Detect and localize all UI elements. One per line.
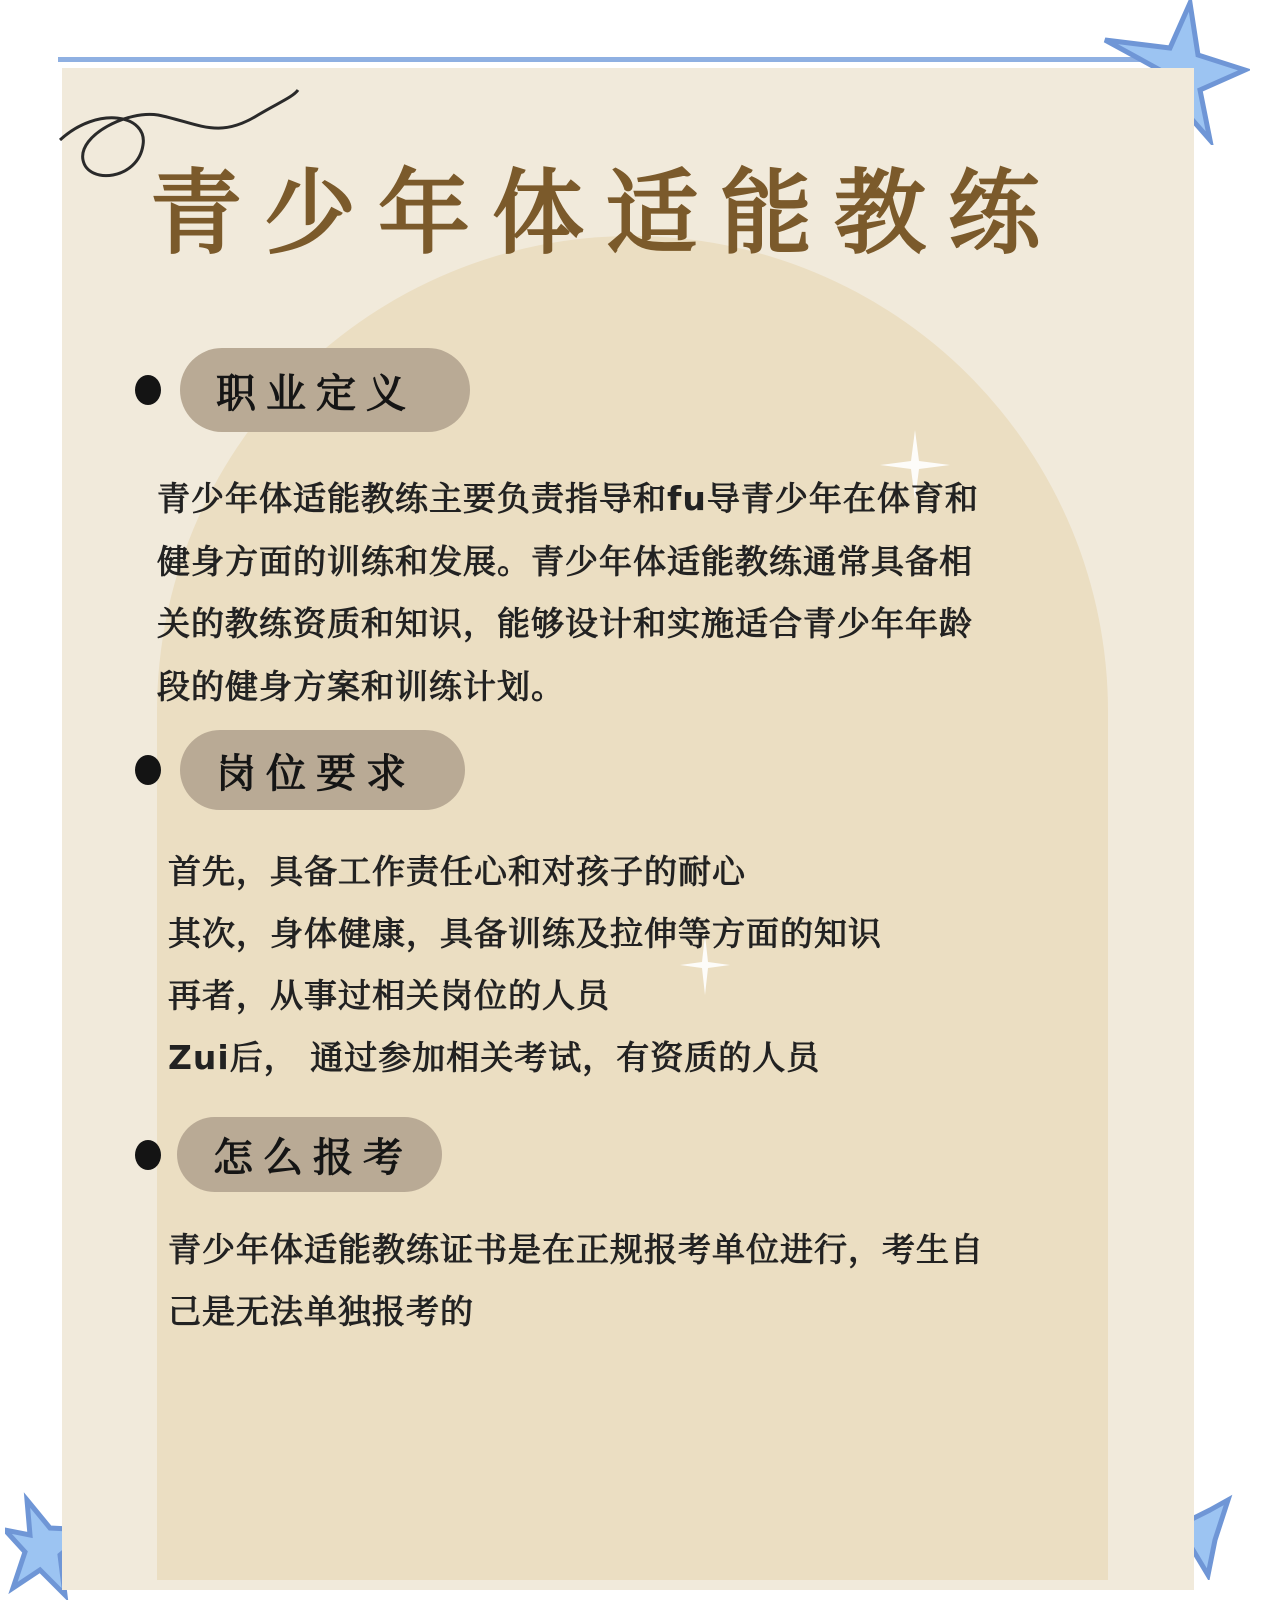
page-title: 青少年体适能教练 (150, 159, 1063, 267)
section-heading-definition: 职业定义 (180, 348, 470, 432)
body-line: Zui后， 通过参加相关考试，有资质的人员 (168, 1038, 821, 1077)
body-line: 段的健身方案和训练计划。 (157, 667, 565, 706)
body-line: 己是无法单独报考的 (168, 1292, 474, 1331)
poster-card (62, 68, 1194, 1590)
body-line: 健身方面的训练和发展。青少年体适能教练通常具备相 (157, 542, 973, 581)
body-line: 关的教练资质和知识，能够设计和实施适合青少年年龄 (157, 604, 973, 643)
body-line: 青少年体适能教练主要负责指导和fu导青少年在体育和 (157, 479, 979, 518)
section-heading-how-to-apply: 怎么报考 (177, 1117, 442, 1192)
body-line: 青少年体适能教练证书是在正规报考单位进行，考生自 (168, 1230, 984, 1269)
body-line: 再者，从事过相关岗位的人员 (168, 976, 610, 1015)
bullet-dot (135, 755, 161, 785)
bullet-dot (135, 1140, 161, 1170)
body-line: 其次，身体健康，具备训练及拉伸等方面的知识 (168, 914, 882, 953)
bullet-dot (135, 375, 161, 405)
section-heading-requirements: 岗位要求 (180, 730, 465, 810)
body-line: 首先，具备工作责任心和对孩子的耐心 (168, 852, 746, 891)
frame-border (58, 57, 1196, 62)
